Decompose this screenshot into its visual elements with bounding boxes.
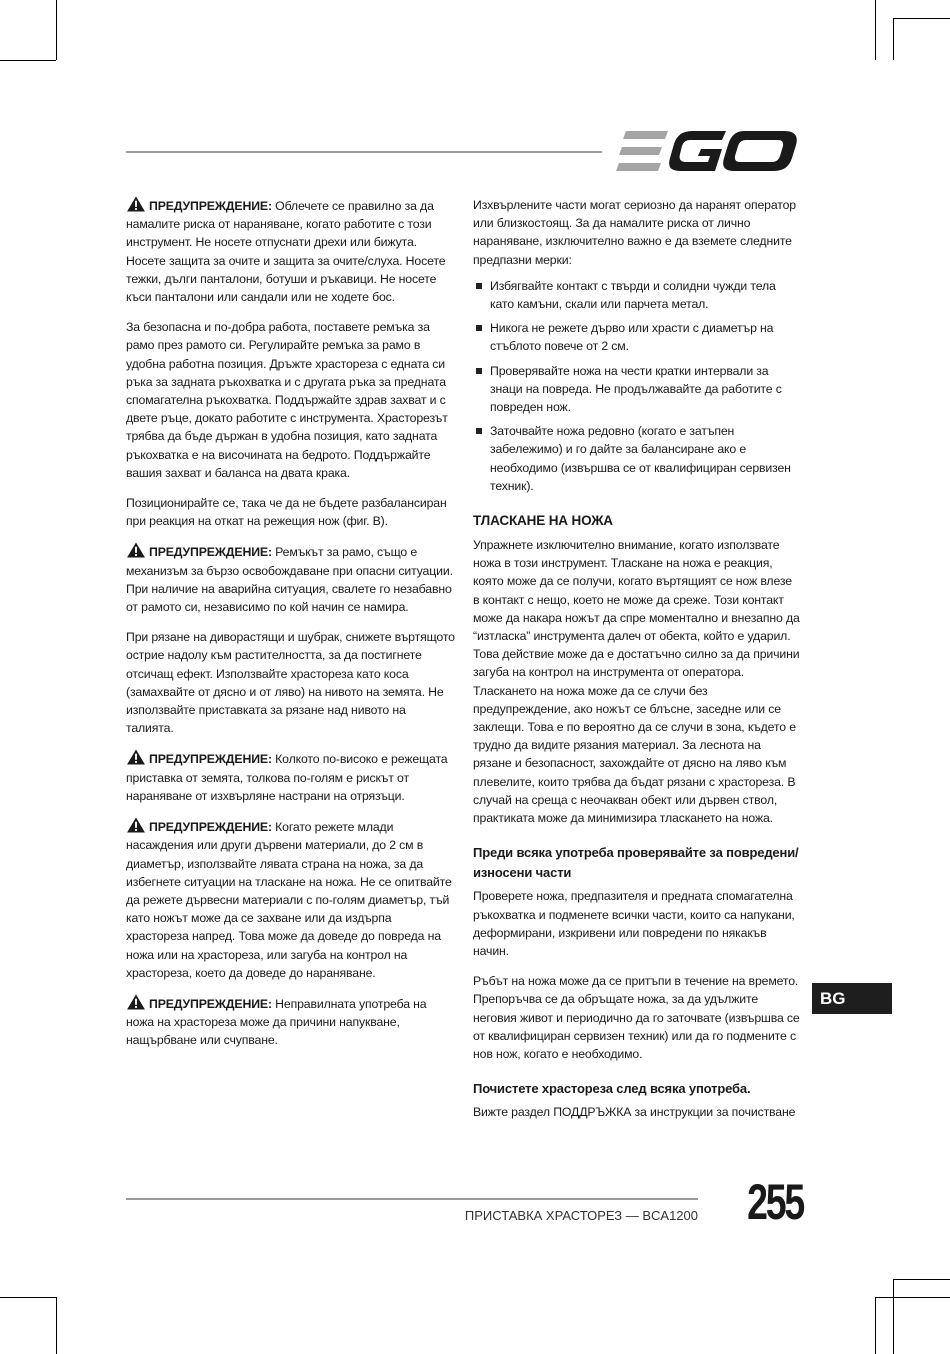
warning-text: Колкото по-високо е режещата приставка от земята, толкова по-голям е рискът от нараняване от изхвърляне настрани на отрязъци. (126, 752, 448, 803)
crop-mark-br-v2 (893, 1279, 894, 1354)
warning-label: ПРЕДУПРЕЖДЕНИЕ: (149, 752, 272, 767)
paragraph-shoulder-strap: За безопасна и по-добра работа, поставете ремъка за рамо през рамото си. Регулирайте ремъка за рамо в удобна работна позиция. Дръжте храстореза с едната си ръка за задната ръкохватка и с другата ръка за предната спомагателна ръкохватка. Поддържайте здрав захват и с двете ръце, докато работите с инструмента. Храсторезът трябва да бъде държан в удобна позиция, като задната ръкохватка е на височината на бедрото. Поддържайте вашия захват и баланса на двата крака. (126, 320, 448, 480)
crop-mark-tr-v2 (893, 18, 894, 60)
crop-mark-bl-h (0, 1297, 56, 1298)
warning-young-plants (126, 817, 456, 982)
paragraph-position: Позиционирайте се, така че да не бъдете разбалансиран при реакция на откат на режещия нож (фиг. B). (126, 496, 447, 529)
right-column (473, 196, 801, 1133)
list-item: Избягвайте контакт с твърди и солидни чужди тела като камъни, скали или парчета метал. (473, 277, 801, 313)
warning-label: ПРЕДУПРЕЖДЕНИЕ: (149, 545, 272, 560)
warning-text: Когато режете млади насаждения или други дървени материали, до 2 см в диаметър, използвайте лявата страна на ножа, за да избегнете ситуации на тласкане на ножа. Не се опитвайте да режете дървесни материали с по-голям диаметър, тъй като ножът може да се захване или да издърпа храстореза напред. Това може да доведе до повреда на ножа или на храстореза, или загуба на контрол на храстореза, което да доведе до нараняване. (126, 820, 452, 980)
subtitle-clean: Почистете храстореза след всяка употреба. (473, 1081, 751, 1097)
warning-clothing (126, 196, 456, 306)
paragraph-ejected-parts: Изхвърлените части могат сериозно да наранят оператор или близкостоящ. За да намалите риска от лично нараняване, изключително важно е да вземете следните предпазни мерки: (473, 198, 796, 267)
paragraph-blade-thrust: Упражнете изключително внимание, когато използвате ножа в този инструмент. Тласкане на ножа е реакция, която може да се получи, когато въртящият се нож влезе в контакт с нещо, което не може да среже. Този контакт може да накара ножът да спре моментално и внезапно да “изтласка” инструмента далеч от обекта, който е ударил. Това действие може да е достатъчно силно за да причини загуба на контрол на инструмента от оператора. Тласкането на ножа може да се случи без предупреждение, ако ножът се блъсне, заседне или се заклещи. Това е по вероятно да се случи в зона, където е трудно да видите рязания материал. За леснота на рязане и безопасност, захождайте от дясно на ляво към плевелите, които трябва да бъдат рязани с храстореза. В случай на среща с неочакван обект или дървен ствол, практиката може да минимизира тласкането на ножа. (473, 538, 800, 826)
warning-quick-release (126, 542, 456, 616)
crop-mark-tl-v (56, 0, 57, 60)
header-rule (126, 151, 602, 153)
warning-text: Ремъкът за рамо, също е механизъм за бързо освобождаване при опасни ситуации. При наличие на аварийна ситуация, свалете го незабавно от рамото си, независимо по кой начин се намира. (126, 545, 453, 615)
list-item: Заточвайте ножа редовно (когато е затъпен забележимо) и го дайте за балансиране ако е необходимо (извършва се от квалифициран сервизен техник). (473, 422, 801, 495)
warning-triangle-icon (126, 542, 146, 558)
paragraph-inspect-parts: Проверете ножа, предпазителя и предната спомагателна ръкохватка и подменете всички части, които са напукани, деформирани, изкривени или повредени по някакъв начин. (473, 889, 795, 958)
crop-mark-br-v (875, 1297, 876, 1354)
warning-triangle-icon (126, 196, 146, 212)
crop-mark-tr-v (875, 0, 876, 60)
warning-text: Облечете се правилно за да намалите риска от нараняване, когато работите с този инструмент. Не носете отпуснати дрехи или бижута. Носете защита за очите и защита за очите/слуха. Носете тежки, дълги панталони, ботуши и ръкавици. Не носете къси панталони или сандали или не ходете бос. (126, 199, 446, 305)
crop-mark-br-h (875, 1297, 950, 1298)
list-item: Никога не режете дърво или храсти с диаметър на стъблото повече от 2 см. (473, 319, 801, 355)
crop-mark-tl-h (0, 60, 56, 61)
warning-triangle-icon (126, 994, 146, 1010)
warning-height (126, 749, 456, 805)
crop-mark-bl-v (56, 1297, 57, 1354)
paragraph-clean: Вижте раздел ПОДДРЪЖКА за инструкции за почистване (473, 1105, 796, 1120)
paragraph-cutting-weeds: При рязане на диворастящи и шубрак, снижете въртящото острие надолу към растителността, за да постигнете отсичащ ефект. Използвайте храстореза като коса (замахвайте от дясно и от ляво) на нивото на земята. Не използвайте приставката за рязане над нивото на талията. (126, 630, 455, 736)
warning-text: Неправилната употреба на ножа на храстореза може да причини напукване, нащърбване или счупване. (126, 996, 427, 1048)
warning-triangle-icon (126, 817, 146, 833)
language-tab: BG (812, 983, 892, 1014)
precautions-list (473, 277, 801, 495)
list-item: Проверявайте ножа на чести кратки интервали за знаци на повреда. Не продължавайте да работите с повреден нож. (473, 362, 801, 417)
footer-rule (126, 1198, 698, 1200)
section-title-blade-thrust: ТЛАСКАНЕ НА НОЖА (473, 513, 613, 529)
crop-mark-br-h2 (893, 1279, 950, 1280)
warning-label: ПРЕДУПРЕЖДЕНИЕ: (149, 199, 272, 213)
crop-mark-tr-h (893, 18, 950, 19)
paragraph-blade-edge: Ръбът на ножа може да се притъпи в течение на времето. Препоръчва се да обръщате ножа, за да удължите неговия живот и периодично да го заточвате (извършва се от квалифициран сервизен техник) или да го подмените с нов нож, когато е необходимо. (473, 974, 800, 1061)
page-number: 255 (747, 1174, 803, 1230)
warning-label: ПРЕДУПРЕЖДЕНИЕ: (149, 996, 272, 1011)
left-column (126, 196, 456, 1062)
ego-logo-icon (616, 128, 800, 174)
warning-triangle-icon (126, 749, 146, 765)
warning-label: ПРЕДУПРЕЖДЕНИЕ: (149, 820, 272, 835)
warning-misuse (126, 994, 456, 1050)
footer-title: ПРИСТАВКА ХРАСТОРЕЗ — BCA1200 (464, 1208, 698, 1223)
subtitle-inspect-parts: Преди всяка употреба проверявайте за повредени/износени части (473, 845, 799, 881)
